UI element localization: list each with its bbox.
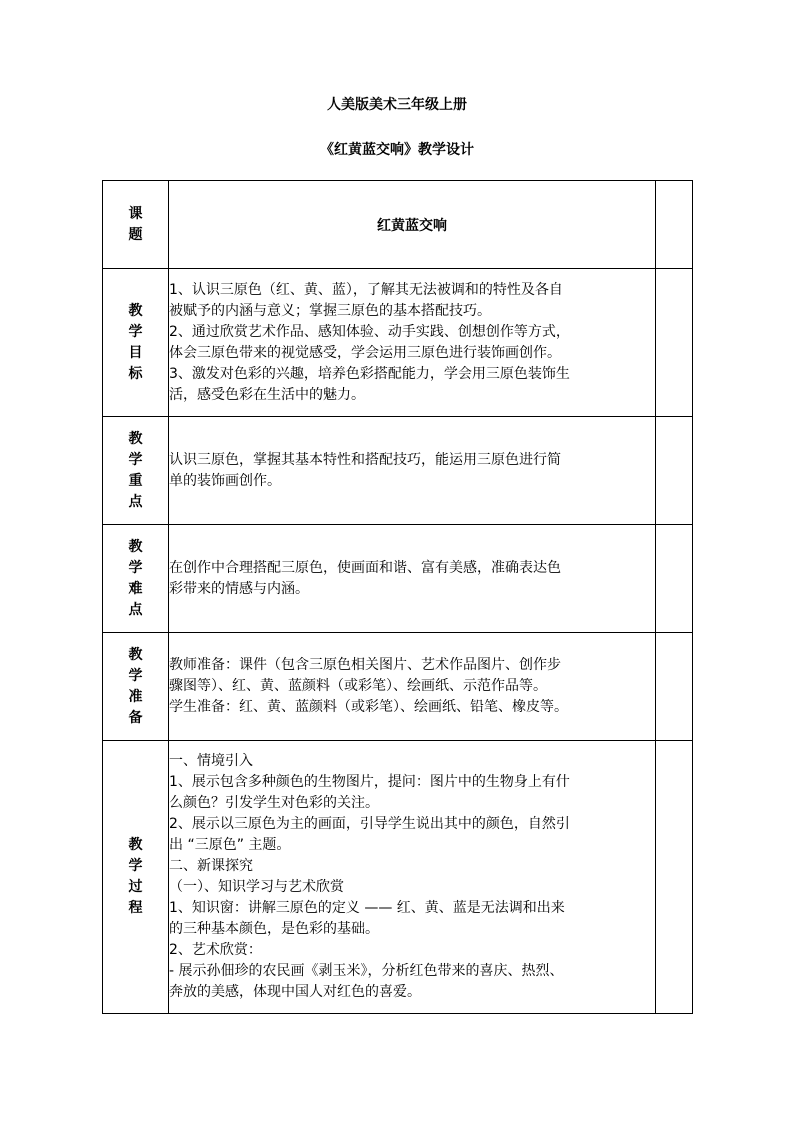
label-preparation: 教 学 准 备 [103, 633, 169, 741]
extra-cell [656, 181, 693, 269]
label-goals: 教 学 目 标 [103, 269, 169, 417]
extra-cell [656, 741, 693, 1014]
row-keypoints [103, 417, 693, 525]
row-goals [103, 269, 693, 417]
extra-cell [656, 417, 693, 525]
row-topic [103, 181, 693, 269]
difficulties-content: 在创作中合理搭配三原色，使画面和谐、富有美感，准确表达色 彩带来的情感与内涵。 [169, 525, 656, 633]
preparation-content: 教师准备：课件（包含三原色相关图片、艺术作品图片、创作步 骤图等）、红、黄、蓝颜料（或彩笔）、绘画纸、示范作品等。 学生准备：红、黄、蓝颜料（或彩笔）、绘画纸、铅笔、橡皮等。 [169, 633, 656, 741]
extra-cell [656, 269, 693, 417]
label-keypoints: 教 学 重 点 [103, 417, 169, 525]
label-topic: 课 题 [103, 181, 169, 269]
document-title: 人美版美术三年级上册 [327, 97, 467, 113]
lesson-plan-table [102, 180, 693, 1014]
topic-value: 红黄蓝交响 [169, 181, 656, 269]
row-preparation [103, 633, 693, 741]
lesson-title: 《红黄蓝交响》教学设计 [320, 142, 474, 158]
goals-content: 1、认识三原色（红、黄、蓝），了解其无法被调和的特性及各自 被赋予的内涵与意义；掌握三原色的基本搭配技巧。 2、通过欣赏艺术作品、感知体验、动手实践、创想创作等方式， 体会三原色带来的视觉感受，学会运用三原色进行装饰画创作。 3、激发对色彩的兴趣，培养色彩搭配能力，学会用三原色装饰生 活，感受色彩在生活中的魅力。 [169, 269, 656, 417]
row-process [103, 741, 693, 1014]
extra-cell [656, 525, 693, 633]
row-difficulties [103, 525, 693, 633]
keypoints-content: 认识三原色，掌握其基本特性和搭配技巧，能运用三原色进行简 单的装饰画创作。 [169, 417, 656, 525]
extra-cell [656, 633, 693, 741]
label-difficulties: 教 学 难 点 [103, 525, 169, 633]
process-content: 一、情境引入 1、展示包含多种颜色的生物图片，提问：图片中的生物身上有什 么颜色？引发学生对色彩的关注。 2、展示以三原色为主的画面，引导学生说出其中的颜色，自然引 出 “三原色” 主题。 二、新课探究 （一）、知识学习与艺术欣赏 1、知识窗：讲解三原色的定义 —— 红、黄、蓝是无法调和出来 的三种基本颜色，是色彩的基础。 2、艺术欣赏： - 展示孙佃珍的农民画《剥玉米》，分析红色带来的喜庆、热烈、 奔放的美感，体现中国人对红色的喜爱。 [169, 741, 656, 1014]
label-process: 教 学 过 程 [103, 741, 169, 1014]
